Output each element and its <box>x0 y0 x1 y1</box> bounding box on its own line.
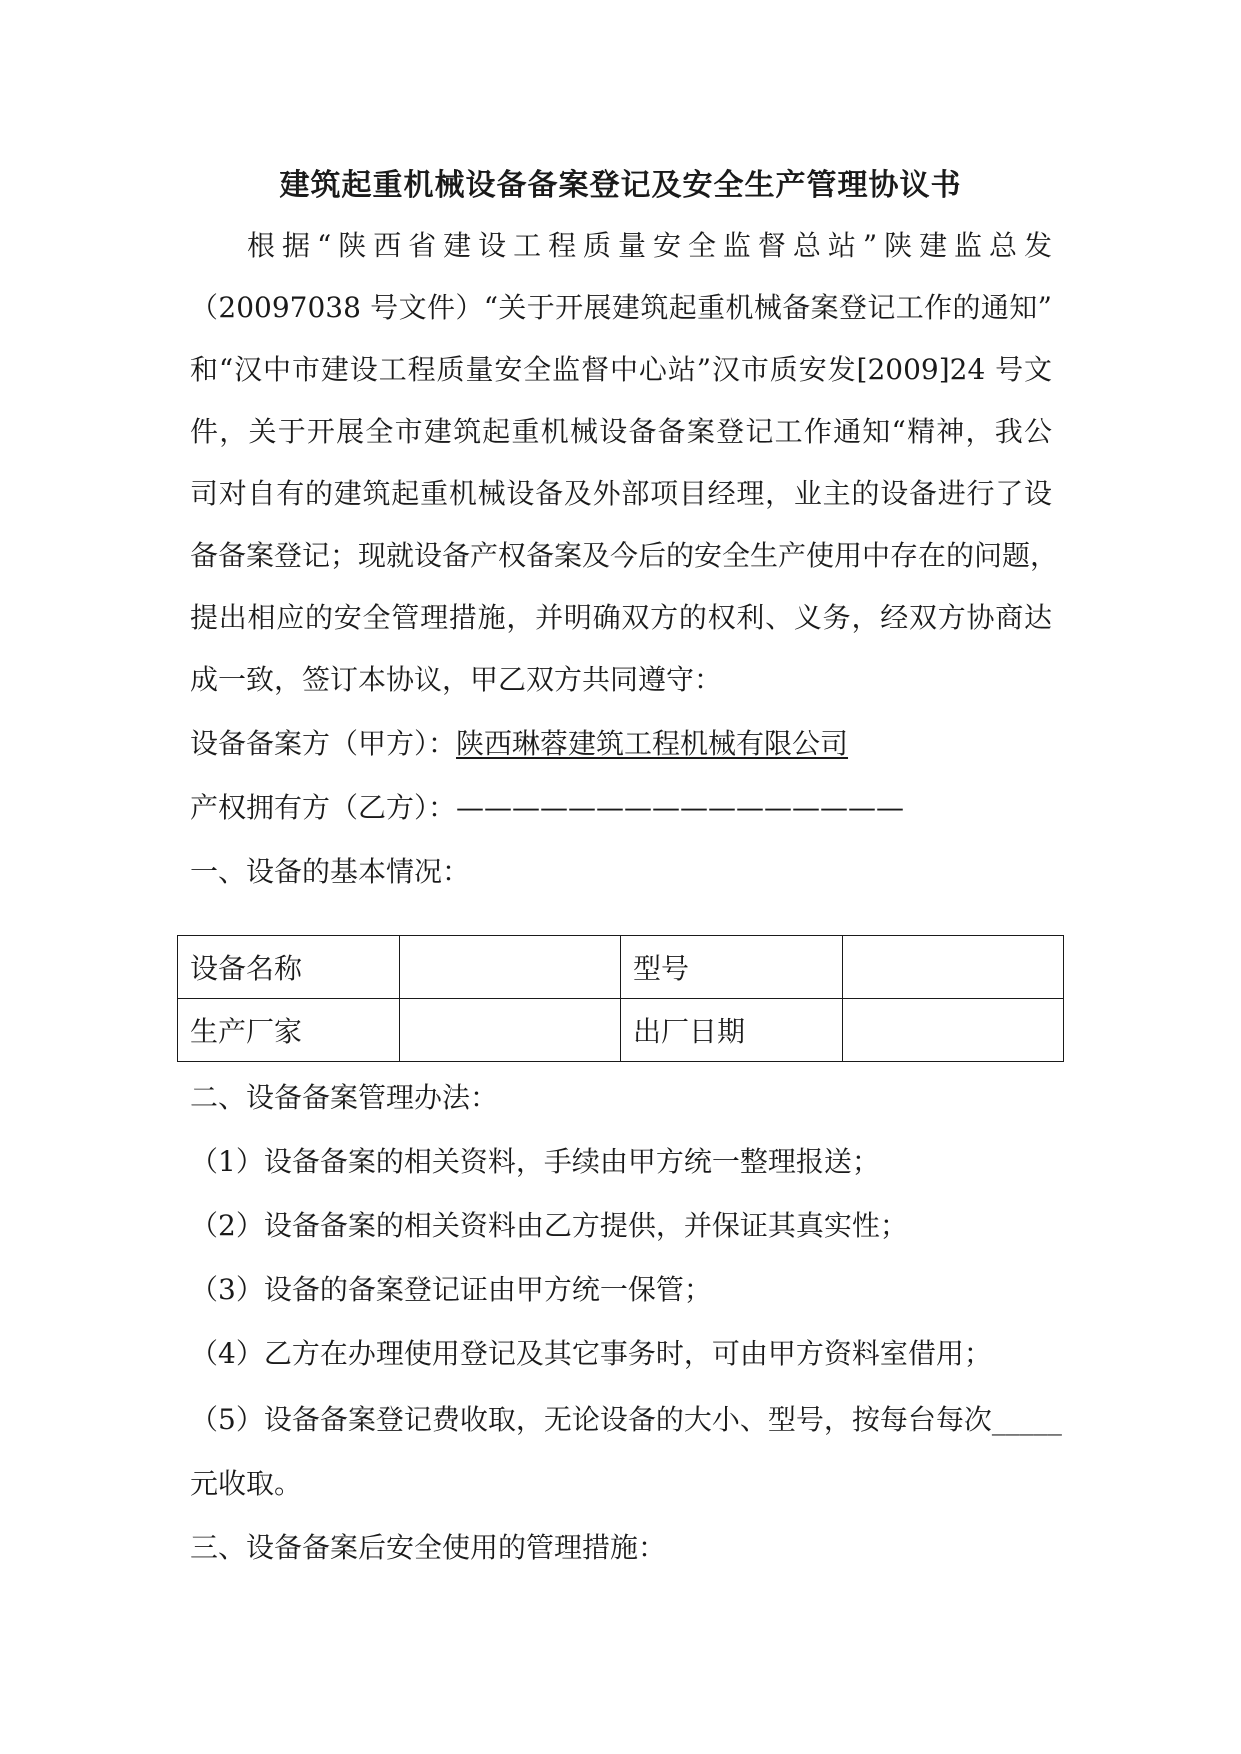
party-b-label: 产权拥有方（乙方）： <box>190 791 457 824</box>
equipment-table-wrap <box>177 935 1064 1062</box>
table-cell: 生产厂家 <box>178 999 400 1062</box>
party-a-value: 陕西琳蓉建筑工程机械有限公司 <box>456 727 849 760</box>
intro-line-4: 件，关于开展全市建筑起重机械设备备案登记工作通知“精神，我公 <box>190 415 1052 448</box>
intro-line-6: 备备案登记；现就设备产权备案及今后的安全生产使用中存在的问题， <box>190 539 1059 572</box>
equipment-table <box>177 935 1064 1062</box>
intro-line-2: （20097038 号文件）“关于开展建筑起重机械备案登记工作的通知” <box>190 291 1052 324</box>
party-b-value: ———————————————— <box>456 791 905 824</box>
table-cell <box>842 936 1064 999</box>
intro-line-5: 司对自有的建筑起重机械设备及外部项目经理，业主的设备进行了设 <box>190 477 1052 510</box>
list-item: （2）设备备案的相关资料由乙方提供，并保证其真实性； <box>190 1209 908 1242</box>
list-item: （4）乙方在办理使用登记及其它事务时，可由甲方资料室借用； <box>190 1337 992 1370</box>
list-item: （1）设备备案的相关资料，手续由甲方统一整理报送； <box>190 1145 880 1178</box>
table-cell <box>399 999 621 1062</box>
table-cell <box>399 936 621 999</box>
list-item: （5）设备备案登记费收取，无论设备的大小、型号，按每台每次_____ <box>190 1403 1062 1436</box>
party-a-line <box>190 726 848 762</box>
document-title: 建筑起重机械设备备案登记及安全生产管理协议书 <box>279 168 962 203</box>
intro-line-1: 根据“陕西省建设工程质量安全监督总站”陕建监总发 <box>247 229 1052 262</box>
table-cell: 设备名称 <box>178 936 400 999</box>
intro-line-3: 和“汉中市建设工程质量安全监督中心站”汉市质安发[2009]24 号文 <box>190 353 1052 386</box>
section-3-heading: 三、设备备案后安全使用的管理措施： <box>190 1531 667 1564</box>
table-cell <box>842 999 1064 1062</box>
list-item-continuation: 元收取。 <box>190 1467 303 1500</box>
table-row <box>178 936 1064 999</box>
party-a-label: 设备备案方（甲方）： <box>190 727 457 760</box>
intro-line-7: 提出相应的安全管理措施，并明确双方的权利、义务，经双方协商达 <box>190 601 1052 634</box>
table-cell: 出厂日期 <box>621 999 843 1062</box>
table-row <box>178 999 1064 1062</box>
intro-line-8: 成一致，签订本协议，甲乙双方共同遵守： <box>190 663 723 696</box>
table-cell: 型号 <box>621 936 843 999</box>
section-1-heading: 一、设备的基本情况： <box>190 855 471 888</box>
section-2-heading: 二、设备备案管理办法： <box>190 1081 499 1114</box>
list-item: （3）设备的备案登记证由甲方统一保管； <box>190 1273 712 1306</box>
party-b-line <box>190 790 904 826</box>
